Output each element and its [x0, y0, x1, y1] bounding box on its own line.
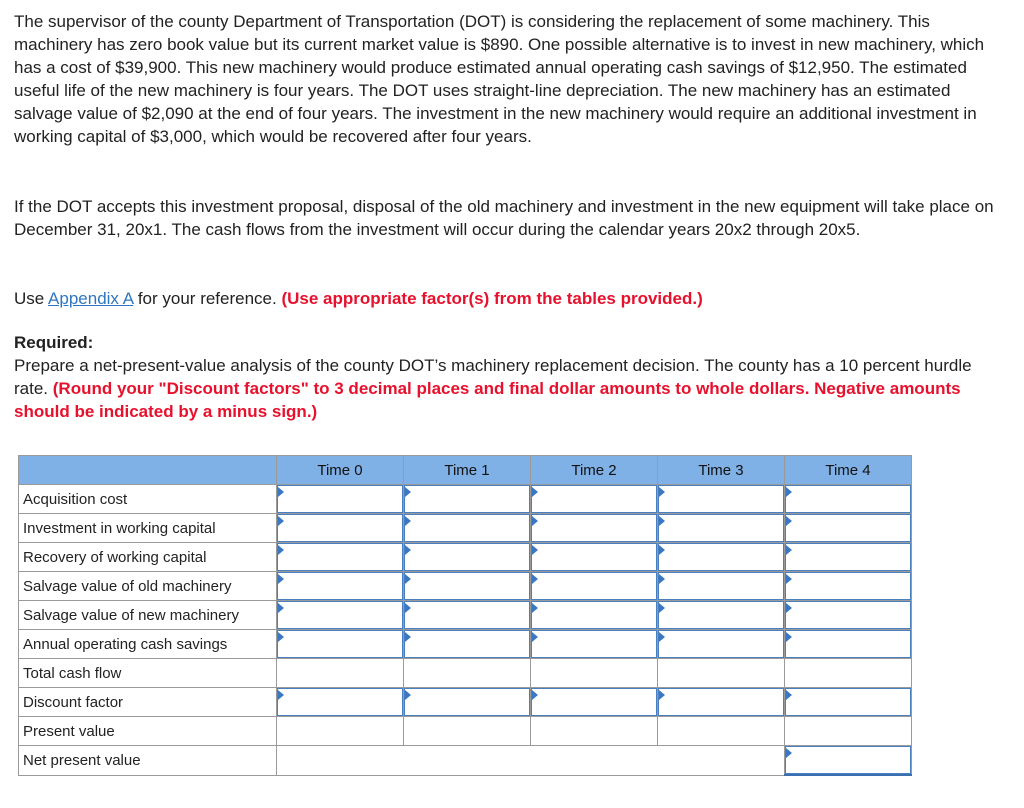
- npv-spacer: [277, 746, 785, 776]
- row-label: Salvage value of old machinery: [19, 572, 277, 601]
- header-time-3: Time 3: [658, 456, 785, 485]
- row-label: Discount factor: [19, 688, 277, 717]
- row-label: Acquisition cost: [19, 485, 277, 514]
- computed-cell: [277, 717, 404, 746]
- input-cell[interactable]: [277, 630, 404, 659]
- row-recovery-working-capital: [19, 543, 912, 572]
- computed-cell: [785, 659, 912, 688]
- input-cell[interactable]: [404, 514, 531, 543]
- row-total-cash-flow: [19, 659, 912, 688]
- computed-cell: [404, 659, 531, 688]
- row-label: Annual operating cash savings: [19, 630, 277, 659]
- header-time-2: Time 2: [531, 456, 658, 485]
- input-cell[interactable]: [531, 572, 658, 601]
- input-cell[interactable]: [658, 630, 785, 659]
- header-time-4: Time 4: [785, 456, 912, 485]
- appendix-a-link[interactable]: Appendix A: [48, 289, 134, 308]
- input-cell[interactable]: [404, 630, 531, 659]
- computed-cell: [658, 659, 785, 688]
- input-cell[interactable]: [531, 601, 658, 630]
- required-text: Prepare a net-present-value analysis of the county DOT’s machinery replacement decision. The county has a 10 percent hurdle rate.: [14, 356, 972, 398]
- input-cell[interactable]: [785, 485, 912, 514]
- input-cell[interactable]: [404, 601, 531, 630]
- row-label: Investment in working capital: [19, 514, 277, 543]
- input-cell[interactable]: [404, 543, 531, 572]
- reference-mid: for your reference.: [133, 289, 282, 308]
- row-annual-operating-savings: [19, 630, 912, 659]
- input-cell[interactable]: [658, 485, 785, 514]
- problem-paragraph-2: If the DOT accepts this investment proposal, disposal of the old machinery and investment in the new equipment will take place on December 31, 20x1. The cash flows from the investment will occur during the calendar years 20x2 through 20x5.: [14, 197, 994, 239]
- input-cell[interactable]: [785, 514, 912, 543]
- input-cell[interactable]: [785, 543, 912, 572]
- row-label: Salvage value of new machinery: [19, 601, 277, 630]
- input-cell[interactable]: [531, 485, 658, 514]
- required-section: [14, 331, 1009, 423]
- row-label: Total cash flow: [19, 659, 277, 688]
- computed-cell: [531, 717, 658, 746]
- row-net-present-value: [19, 746, 912, 776]
- input-cell[interactable]: [658, 688, 785, 717]
- row-investment-working-capital: [19, 514, 912, 543]
- input-cell[interactable]: [658, 572, 785, 601]
- input-cell[interactable]: [531, 688, 658, 717]
- required-label: Required:: [14, 333, 94, 352]
- input-cell[interactable]: [277, 543, 404, 572]
- row-label: Recovery of working capital: [19, 543, 277, 572]
- row-present-value: [19, 717, 912, 746]
- row-salvage-new-machinery: [19, 601, 912, 630]
- input-cell[interactable]: [277, 601, 404, 630]
- row-acquisition-cost: [19, 485, 912, 514]
- computed-cell: [531, 659, 658, 688]
- row-label: Net present value: [19, 746, 277, 776]
- header-time-0: Time 0: [277, 456, 404, 485]
- input-cell[interactable]: [658, 543, 785, 572]
- input-cell[interactable]: [531, 543, 658, 572]
- input-cell[interactable]: [531, 630, 658, 659]
- computed-cell: [277, 659, 404, 688]
- input-cell[interactable]: [277, 485, 404, 514]
- input-cell[interactable]: [277, 572, 404, 601]
- npv-analysis-table: [18, 455, 912, 776]
- row-discount-factor: [19, 688, 912, 717]
- input-cell[interactable]: [404, 485, 531, 514]
- input-cell[interactable]: [785, 688, 912, 717]
- header-time-1: Time 1: [404, 456, 531, 485]
- input-cell[interactable]: [277, 514, 404, 543]
- header-row: [19, 456, 912, 485]
- rounding-instruction: (Round your "Discount factors" to 3 decimal places and final dollar amounts to whole dollars. Negative amounts should be indicated by a minus sign.): [14, 379, 961, 421]
- input-cell[interactable]: [658, 601, 785, 630]
- computed-cell: [785, 717, 912, 746]
- input-cell[interactable]: [404, 688, 531, 717]
- input-cell[interactable]: [785, 572, 912, 601]
- input-cell[interactable]: [785, 601, 912, 630]
- input-cell[interactable]: [658, 514, 785, 543]
- input-cell[interactable]: [277, 688, 404, 717]
- factor-instruction: (Use appropriate factor(s) from the tables provided.): [281, 289, 703, 308]
- corner-header: [19, 456, 277, 485]
- input-cell[interactable]: [785, 630, 912, 659]
- problem-paragraph-1: The supervisor of the county Department of Transportation (DOT) is considering the replacement of some machinery. This machinery has zero book value but its current market value is $890. One possible alternative is to invest in new machinery, which has a cost of $39,900. This new machinery would produce estimated annual operating cash savings of $12,950. The estimated useful life of the new machinery is four years. The DOT uses straight-line depreciation. The new machinery has an estimated salvage value of $2,090 at the end of four years. The investment in the new machinery would require an additional investment in working capital of $3,000, which would be recovered after four years.: [14, 12, 985, 146]
- reference-line: [14, 287, 1009, 310]
- npv-input-cell[interactable]: [785, 746, 912, 776]
- row-salvage-old-machinery: [19, 572, 912, 601]
- input-cell[interactable]: [531, 514, 658, 543]
- computed-cell: [404, 717, 531, 746]
- row-label: Present value: [19, 717, 277, 746]
- input-cell[interactable]: [404, 572, 531, 601]
- reference-prefix: Use: [14, 289, 49, 308]
- computed-cell: [658, 717, 785, 746]
